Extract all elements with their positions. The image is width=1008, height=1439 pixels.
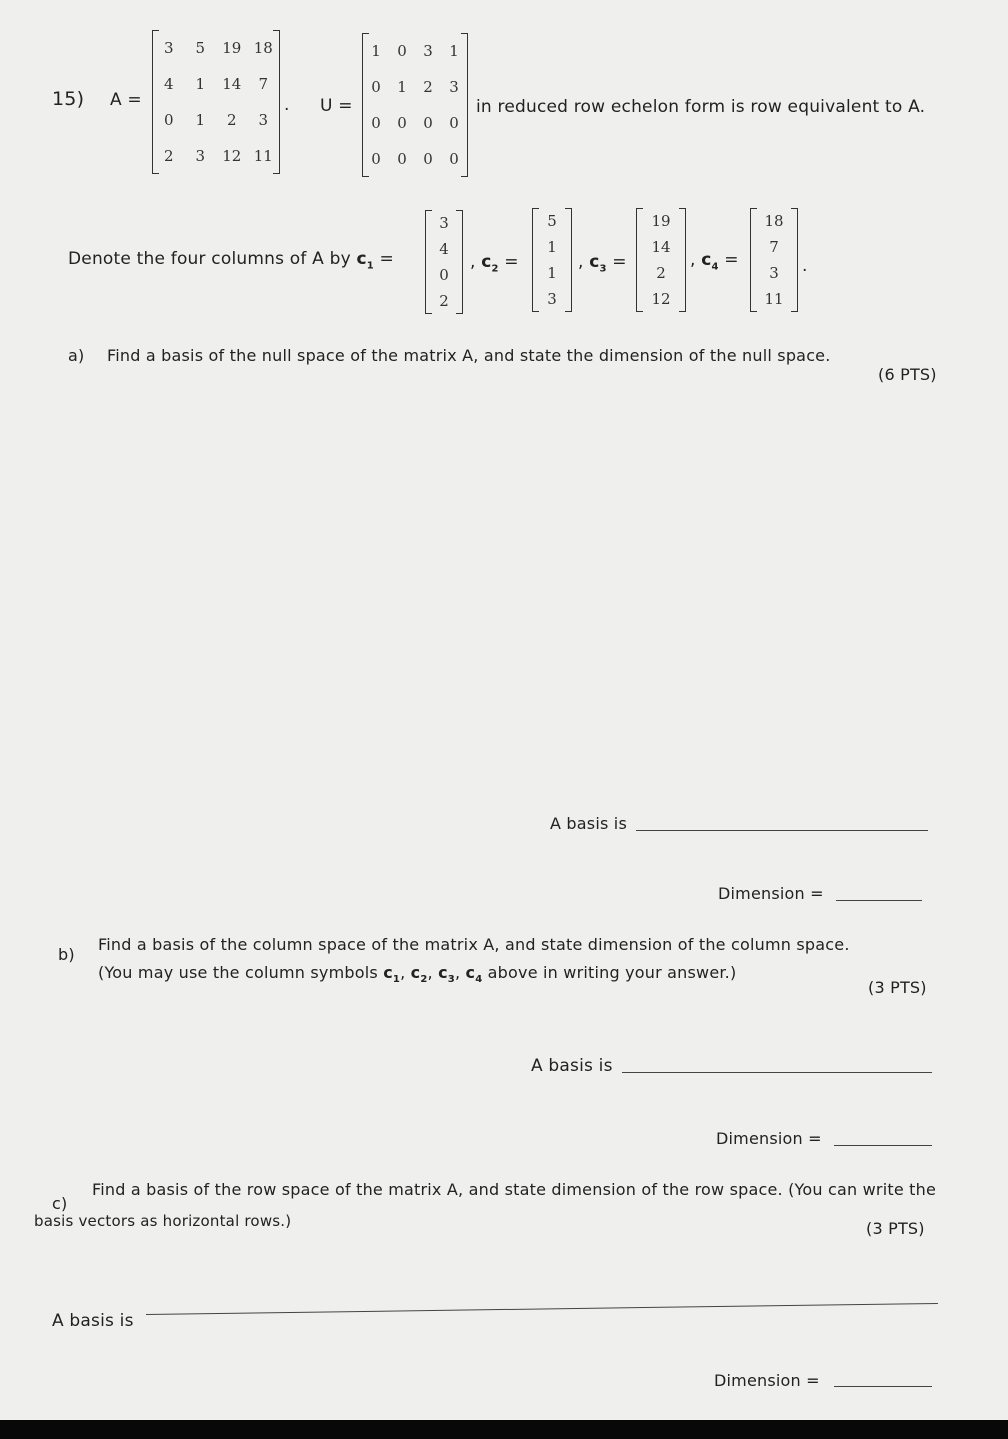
- matrix-a-entry: 3: [163, 39, 174, 57]
- vector-c4-entry: 11: [764, 290, 784, 308]
- matrix-a-entry: 12: [222, 147, 242, 165]
- matrix-u-entry: 0: [371, 78, 381, 96]
- part-b-points: (3 PTS): [868, 978, 927, 997]
- part-c-dimension-label: Dimension =: [714, 1371, 820, 1390]
- c2-symbol: , $c_2$ =: [470, 252, 519, 275]
- matrix-u-entry: 2: [423, 78, 433, 96]
- vector-c4-entry: 3: [769, 264, 779, 282]
- c1-symbol: $c_1$: [356, 249, 374, 272]
- part-b-question: Find a basis of the column space of the matrix A, and state dimension of the column space.: [98, 935, 850, 954]
- part-a-basis-label: A basis is: [550, 814, 627, 833]
- part-b-dimension-label: Dimension =: [716, 1129, 822, 1148]
- matrix-u-entry: 0: [423, 150, 433, 168]
- matrix-u-entry: 0: [397, 42, 407, 60]
- vector-c3-entry: 12: [651, 290, 671, 308]
- part-b-basis-answer-line[interactable]: [622, 1072, 932, 1073]
- matrix-a-entry: 3: [258, 111, 269, 129]
- matrix-a-entry: 1: [195, 111, 206, 129]
- matrix-a-entry: 5: [195, 39, 206, 57]
- matrix-u-description: in reduced row echelon form is row equivalent to A.: [476, 97, 926, 117]
- matrix-a-entry: 3: [195, 147, 206, 165]
- c4-symbol: , $c_4$ =: [690, 250, 739, 273]
- vector-c2: [532, 208, 572, 312]
- matrix-a-entry: 2: [226, 111, 237, 129]
- matrix-u-entry: 0: [449, 114, 459, 132]
- part-a-question: Find a basis of the null space of the matrix A, and state the dimension of the null space.: [107, 346, 831, 365]
- part-c-basis-label: A basis is: [52, 1311, 134, 1331]
- matrix-u-label: U =: [320, 96, 353, 116]
- columns-intro: Denote the four columns of A by $c_1$ =: [68, 249, 394, 272]
- vector-c2-entry: 5: [547, 212, 557, 230]
- matrix-u-entry: 0: [371, 114, 381, 132]
- matrix-a-entry: 11: [253, 147, 273, 165]
- vector-c1-entry: 3: [439, 214, 449, 232]
- matrix-a-entry: 4: [163, 75, 174, 93]
- part-c-marker: c): [52, 1194, 68, 1213]
- matrix-a-entry: 14: [222, 75, 242, 93]
- vector-c3-entry: 19: [651, 212, 671, 230]
- part-a-marker: a): [68, 346, 85, 365]
- part-b-dimension-answer-line[interactable]: [834, 1145, 932, 1146]
- matrix-a-entry: 0: [163, 111, 174, 129]
- vector-c4: [750, 208, 798, 312]
- part-a-dimension-answer-line[interactable]: [836, 900, 922, 901]
- matrix-a-label: A =: [110, 90, 142, 110]
- vector-c1-entry: 4: [439, 240, 449, 258]
- part-a-basis-answer-line[interactable]: [636, 830, 928, 831]
- matrix-u-entry: 0: [397, 150, 407, 168]
- vector-c3-entry: 2: [656, 264, 666, 282]
- part-c-question-continued: basis vectors as horizontal rows.): [34, 1212, 292, 1230]
- matrix-a-entry: 1: [195, 75, 206, 93]
- columns-intro-text: Denote the four columns of A by: [68, 249, 351, 269]
- matrix-u-entry: 0: [371, 150, 381, 168]
- vector-c2-entry: 1: [547, 238, 557, 256]
- vector-c1-entry: 0: [439, 266, 449, 284]
- bottom-dark-band: [0, 1420, 1008, 1439]
- part-c-question: Find a basis of the row space of the matrix A, and state dimension of the row space. (You can write the: [92, 1180, 937, 1199]
- matrix-a: [152, 30, 280, 174]
- vector-c2-entry: 1: [547, 264, 557, 282]
- matrix-u-entry: 0: [397, 114, 407, 132]
- vector-c4-entry: 7: [769, 238, 779, 256]
- part-b-marker: b): [58, 945, 75, 964]
- matrix-u: [362, 33, 468, 177]
- problem-number: 15): [52, 88, 85, 110]
- matrix-u-entry: 3: [423, 42, 433, 60]
- matrix-a-entry: 2: [163, 147, 174, 165]
- vector-c3: [636, 208, 686, 312]
- matrix-a-period: .: [284, 95, 290, 115]
- matrix-u-entry: 0: [423, 114, 433, 132]
- vector-c1: [425, 210, 463, 314]
- matrix-u-entry: 3: [449, 78, 459, 96]
- part-c-points: (3 PTS): [866, 1219, 925, 1238]
- vector-c4-entry: 18: [764, 212, 784, 230]
- matrix-u-entry: 0: [449, 150, 459, 168]
- vector-c2-entry: 3: [547, 290, 557, 308]
- part-b-note: (You may use the column symbols $c_1$, $c_2$, $c_3$, $c_4$ above in writing your answer.): [98, 963, 737, 986]
- matrix-a-entry: 7: [258, 75, 269, 93]
- part-a-dimension-label: Dimension =: [718, 884, 824, 903]
- part-a-points: (6 PTS): [878, 365, 937, 384]
- vector-c1-entry: 2: [439, 292, 449, 310]
- vector-c3-entry: 14: [651, 238, 671, 256]
- matrix-u-entry: 1: [449, 42, 459, 60]
- c3-symbol: , $c_3$ =: [578, 252, 627, 275]
- vectors-period: .: [802, 256, 808, 276]
- part-c-dimension-answer-line[interactable]: [834, 1386, 932, 1387]
- part-b-basis-label: A basis is: [531, 1056, 613, 1076]
- matrix-a-entry: 19: [222, 39, 242, 57]
- matrix-u-entry: 1: [397, 78, 407, 96]
- matrix-u-entry: 1: [371, 42, 381, 60]
- matrix-a-entry: 18: [253, 39, 273, 57]
